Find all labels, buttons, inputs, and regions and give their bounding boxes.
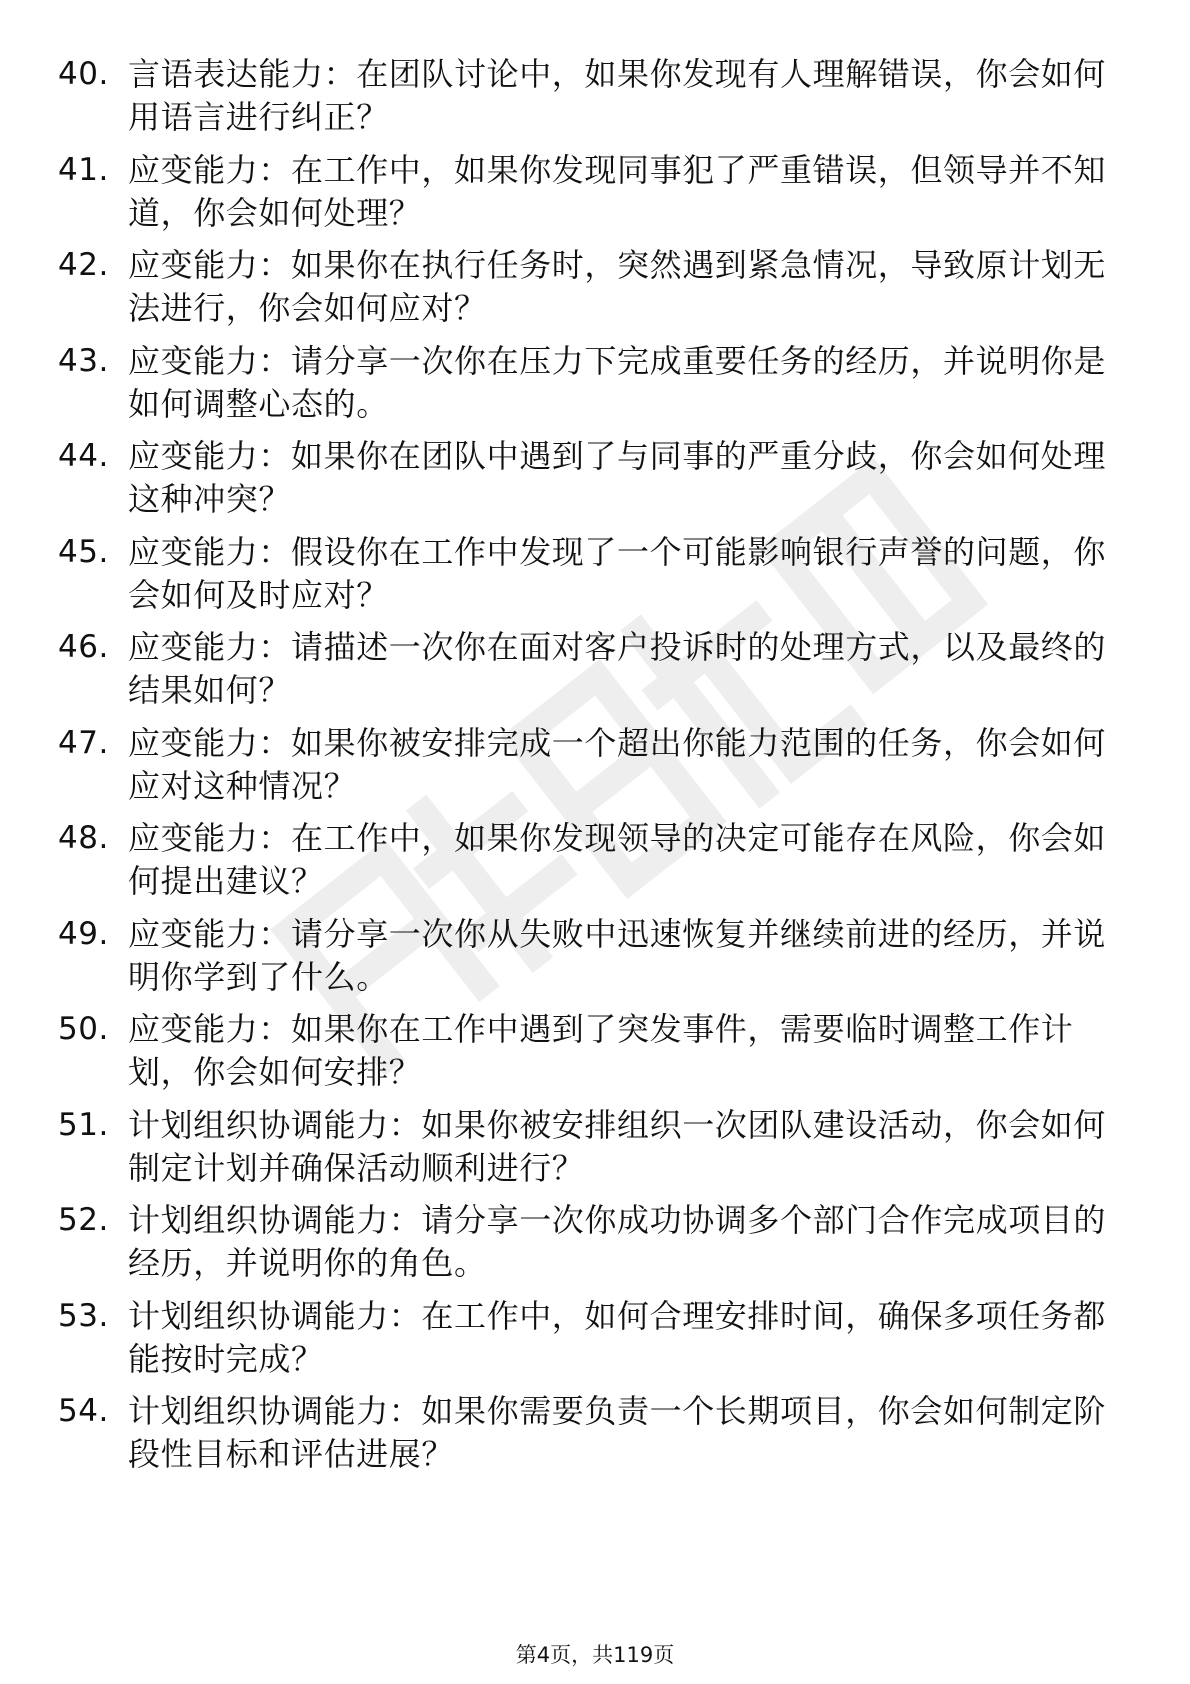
question-text: 应变能力：请分享一次你从失败中迅速恢复并继续前进的经历，并说明你学到了什么。 <box>128 914 1107 996</box>
question-number: 41. <box>58 151 109 188</box>
question-text: 应变能力：请分享一次你在压力下完成重要任务的经历，并说明你是如何调整心态的。 <box>128 341 1107 423</box>
question-item <box>58 340 1110 436</box>
question-text: 应变能力：如果你在团队中遇到了与同事的严重分歧，你会如何处理这种冲突？ <box>128 437 1107 518</box>
question-text: 计划组织协调能力：在工作中，如何合理安排时间，确保多项任务都能按时完成？ <box>128 1296 1107 1378</box>
question-text: 计划组织协调能力：如果你需要负责一个长期项目，你会如何制定阶段性目标和评估进展？ <box>128 1392 1107 1473</box>
question-item <box>58 435 1110 531</box>
question-text: 言语表达能力：在团队讨论中，如果你发现有人理解错误，你会如何用语言进行纠正？ <box>128 55 1107 136</box>
question-item <box>58 913 1110 1009</box>
question-number: 49. <box>58 915 109 952</box>
question-item <box>58 1104 1110 1200</box>
question-number: 40. <box>58 56 109 92</box>
question-item <box>58 817 1110 913</box>
question-number: 54. <box>58 1393 109 1429</box>
question-item <box>58 626 1110 722</box>
question-number: 42. <box>58 247 109 283</box>
page-footer: 第4页，共119页 <box>515 1643 675 1667</box>
question-item <box>58 244 1110 340</box>
question-number: 44. <box>58 438 109 474</box>
question-item <box>58 53 1110 149</box>
question-number: 48. <box>58 820 109 856</box>
question-text: 应变能力：请描述一次你在面对客户投诉时的处理方式，以及最终的结果如何？ <box>128 628 1107 709</box>
question-number: 51. <box>58 1106 109 1143</box>
question-text: 应变能力：假设你在工作中发现了一个可能影响银行声誉的问题，你会如何及时应对？ <box>128 532 1107 614</box>
question-text: 应变能力：在工作中，如果你发现领导的决定可能存在风险，你会如何提出建议？ <box>128 819 1107 900</box>
page-content <box>58 53 1110 1486</box>
question-text: 应变能力：如果你在工作中遇到了突发事件，需要临时调整工作计划，你会如何安排？ <box>128 1010 1074 1091</box>
question-item <box>58 531 1110 627</box>
question-item <box>58 722 1110 818</box>
question-number: 53. <box>58 1297 109 1334</box>
question-number: 52. <box>58 1202 109 1238</box>
question-text: 应变能力：如果你在执行任务时，突然遇到紧急情况，导致原计划无法进行，你会如何应对？ <box>128 246 1107 327</box>
question-item <box>58 1390 1110 1486</box>
question-item <box>58 1008 1110 1104</box>
question-number: 47. <box>58 724 109 761</box>
question-item <box>58 1199 1110 1295</box>
question-item <box>58 1295 1110 1391</box>
question-item <box>58 149 1110 245</box>
question-number: 46. <box>58 629 109 665</box>
question-text: 计划组织协调能力：如果你被安排组织一次团队建设活动，你会如何制定计划并确保活动顺利进行？ <box>128 1105 1107 1187</box>
question-text: 计划组织协调能力：请分享一次你成功协调多个部门合作完成项目的经历，并说明你的角色。 <box>128 1201 1107 1282</box>
question-text: 应变能力：在工作中，如果你发现同事犯了严重错误，但领导并不知道，你会如何处理？ <box>128 150 1107 232</box>
question-list <box>58 53 1110 1486</box>
question-number: 45. <box>58 533 109 570</box>
question-number: 43. <box>58 342 109 379</box>
question-number: 50. <box>58 1011 109 1047</box>
question-text: 应变能力：如果你被安排完成一个超出你能力范围的任务，你会如何应对这种情况？ <box>128 723 1107 805</box>
